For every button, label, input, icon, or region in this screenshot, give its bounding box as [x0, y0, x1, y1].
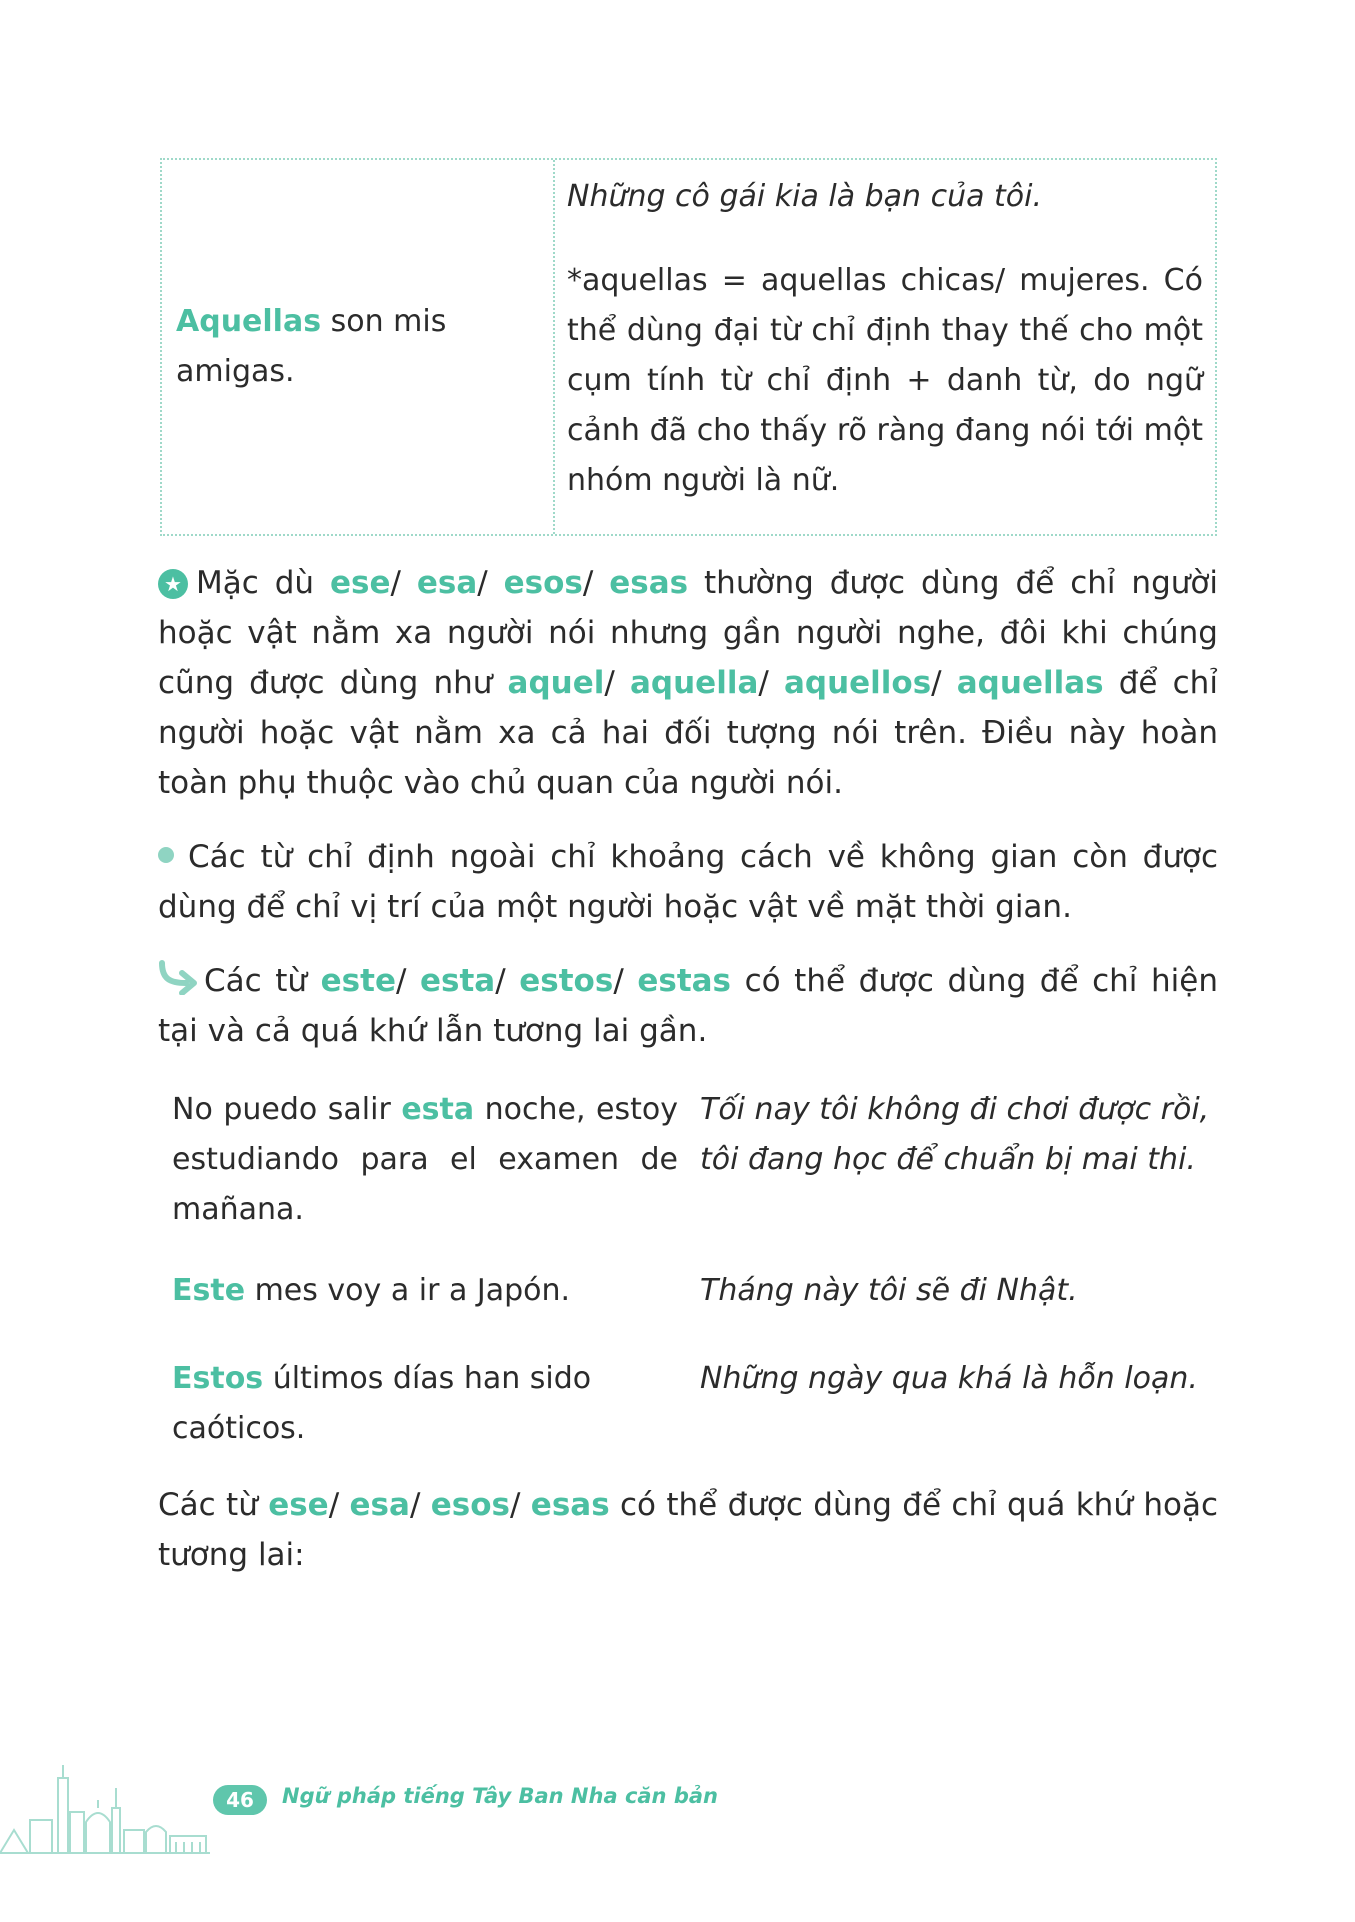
highlight-word: aquella — [629, 665, 759, 701]
example-line — [172, 1354, 678, 1404]
separator: / — [931, 665, 957, 701]
text: có thể được dùng để chỉ hiện tại và cả quá khứ lẫn tương lai gần. — [158, 963, 1218, 1049]
highlight-word: ese — [268, 1487, 329, 1523]
bullet-dot-icon — [158, 847, 174, 863]
text: Mặc dù — [196, 565, 330, 601]
highlight-word: estas — [637, 963, 732, 999]
star-icon: ★ — [158, 569, 188, 599]
highlight-word: Aquellas — [176, 304, 322, 339]
text: mes voy a ir a Japón. — [245, 1273, 571, 1308]
paragraph-bullet — [158, 832, 1218, 932]
example-table — [160, 158, 1217, 536]
table-cell-spanish — [176, 160, 536, 534]
text: để chỉ người hoặc vật nằm xa cả hai đối tượng nói trên. Điều này hoàn toàn phụ thuộc vào chủ quan của người nói. — [158, 665, 1218, 801]
table-divider — [553, 160, 555, 534]
separator: / — [328, 1487, 350, 1523]
highlight-word: esa — [416, 565, 478, 601]
text: Các từ — [204, 963, 321, 999]
separator: / — [395, 963, 421, 999]
book-title: Ngữ pháp tiếng Tây Ban Nha căn bản — [282, 1784, 718, 1808]
page-number-badge: 46 — [213, 1785, 267, 1815]
paragraph-note — [158, 558, 1218, 808]
highlight-word: Estos — [172, 1361, 264, 1396]
example-spanish — [172, 1354, 678, 1454]
highlight-word: esta — [401, 1092, 475, 1127]
separator: / — [613, 963, 638, 999]
text: thường được dùng để chỉ người hoặc vật nằm xa người nói nhưng gần người nghe, đôi khi chúng cũng được dùng như — [158, 565, 1218, 701]
example-vietnamese: Những ngày qua khá là hỗn loạn. — [700, 1361, 1198, 1396]
spanish-line-1 — [176, 297, 536, 347]
example-spanish — [172, 1266, 678, 1316]
separator: / — [604, 665, 630, 701]
highlight-word: esos — [430, 1487, 510, 1523]
example-vietnamese — [700, 1085, 1220, 1185]
text: son mis — [321, 304, 447, 339]
text: Các từ — [158, 1487, 269, 1523]
separator: / — [582, 565, 610, 601]
example-spanish — [172, 1085, 678, 1235]
text: Các từ chỉ định ngoài chỉ khoảng cách về không gian còn được dùng để chỉ vị trí của một người hoặc vật về mặt thời gian. — [158, 839, 1218, 925]
example-line: tôi đang học để chuẩn bị mai thi. — [700, 1142, 1196, 1177]
paragraph-final — [158, 1480, 1218, 1580]
highlight-word: esas — [609, 565, 689, 601]
table-cell-vietnamese — [567, 172, 1203, 506]
highlight-word: Este — [172, 1273, 246, 1308]
highlight-word: esta — [420, 963, 496, 999]
translation: Những cô gái kia là bạn của tôi. — [567, 179, 1043, 214]
text: últimos días han sido — [263, 1361, 592, 1396]
highlight-word: esa — [349, 1487, 410, 1523]
note: *aquellas = aquellas chicas/ mujeres. Có thể dùng đại từ chỉ định thay thế cho một cụm tính từ chỉ định + danh từ, do ngữ cảnh đã cho thấy rõ ràng đang nói tới một nhóm người là nữ. — [567, 263, 1203, 498]
example-line: Tối nay tôi không đi chơi được rồi, — [700, 1092, 1210, 1127]
example-line: mañana. — [172, 1192, 304, 1227]
example-vietnamese: Tháng này tôi sẽ đi Nhật. — [700, 1273, 1078, 1308]
separator: / — [758, 665, 784, 701]
text: noche, estoy — [474, 1092, 678, 1127]
arrow-right-icon — [158, 959, 202, 995]
separator: / — [495, 963, 520, 999]
highlight-word: esos — [503, 565, 583, 601]
separator: / — [390, 565, 417, 601]
text: No puedo salir — [172, 1092, 402, 1127]
example-line: estudiando para el examen de — [172, 1142, 678, 1177]
paragraph-arrow — [158, 956, 1218, 1056]
highlight-word: ese — [329, 565, 391, 601]
separator: / — [477, 565, 504, 601]
highlight-word: esas — [530, 1487, 610, 1523]
highlight-word: estos — [519, 963, 614, 999]
spanish-line-2: amigas. — [176, 354, 295, 389]
city-skyline-illustration — [0, 1760, 760, 1860]
example-line — [172, 1085, 678, 1135]
highlight-word: aquel — [507, 665, 605, 701]
example-line: caóticos. — [172, 1411, 306, 1446]
highlight-word: aquellos — [783, 665, 932, 701]
separator: / — [509, 1487, 531, 1523]
highlight-word: aquellas — [956, 665, 1104, 701]
separator: / — [409, 1487, 431, 1523]
highlight-word: este — [320, 963, 396, 999]
text: có thể được dùng để chỉ quá khứ hoặc tương lai: — [158, 1487, 1218, 1573]
